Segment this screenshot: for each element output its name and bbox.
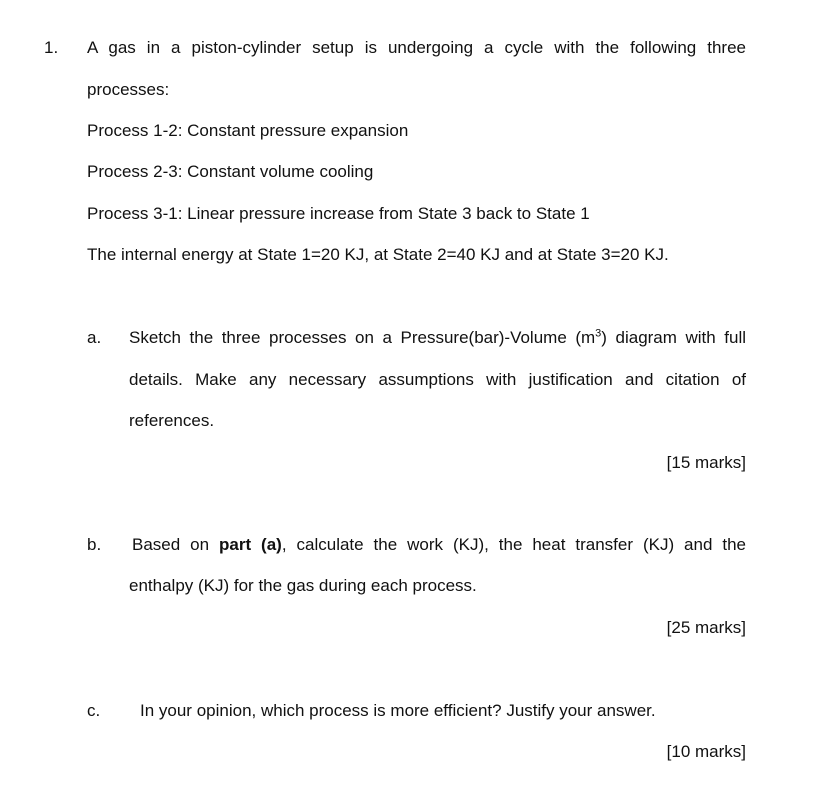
process-3-1: Process 3-1: Linear pressure increase from State 3 back to State 1 (87, 204, 590, 223)
internal-energy-statement: The internal energy at State 1=20 KJ, at State 2=40 KJ and at State 3=20 KJ. (87, 245, 669, 264)
process-2-3: Process 2-3: Constant volume cooling (87, 162, 374, 181)
part-c-label: c. (87, 701, 101, 720)
question-intro-line-1: A gas in a piston-cylinder setup is undergoing a cycle with the following three (87, 38, 746, 57)
part-b-marks: [25 marks] (666, 618, 746, 637)
part-a-reference: part (a) (219, 535, 282, 554)
part-c-line-1: In your opinion, which process is more efficient? Justify your answer. (140, 701, 656, 720)
part-a-marks: [15 marks] (666, 453, 746, 472)
part-b-line-2: enthalpy (KJ) for the gas during each process. (129, 576, 477, 595)
part-c-marks: [10 marks] (666, 742, 746, 761)
question-number: 1. (44, 38, 59, 57)
part-a-line-1: Sketch the three processes on a Pressure(bar)-Volume $(m^3)$ diagram with full (129, 327, 746, 347)
part-a-line-3: references. (129, 411, 215, 430)
part-a-label: a. (87, 328, 102, 347)
question-intro-line-2: processes: (87, 80, 170, 99)
process-1-2: Process 1-2: Constant pressure expansion (87, 121, 409, 140)
part-a-line-2: details. Make any necessary assumptions with justification and citation of (129, 370, 746, 389)
part-b-label: b. (87, 535, 102, 554)
cubic-superscript: 3 (595, 327, 602, 340)
part-b-line-1: Based on part (a), calculate the work (KJ), the heat transfer (KJ) and the (132, 535, 746, 554)
